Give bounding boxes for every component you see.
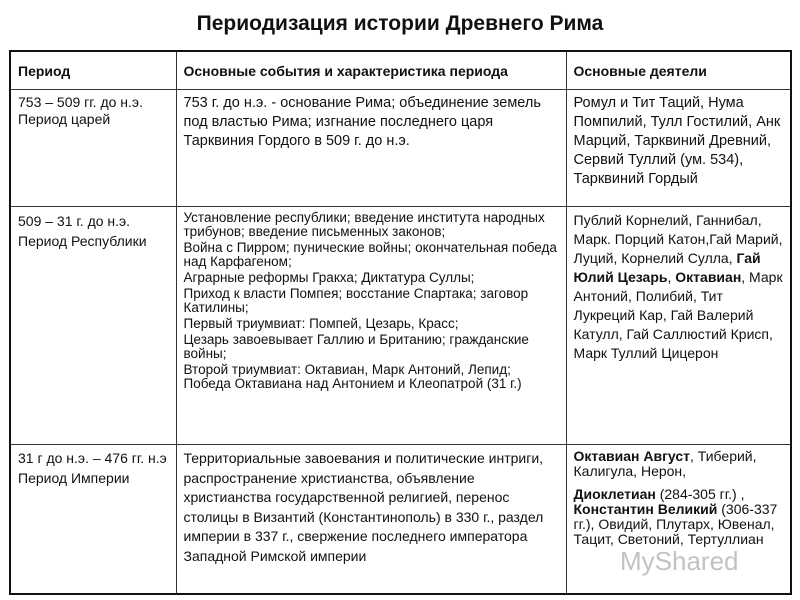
header-figures: Основные деятели [566, 51, 791, 90]
event-text: Территориальные завоевания и политические интриги, распространение христианства, объявление христианства государственной религией, перенос столицы в Византий (Константинополь) в 330 г., раздел империи в 337 г., свержение последнего императора Западной Римской империи [183, 450, 544, 564]
period-name: Период Империи [18, 469, 130, 486]
figures-text-bold: Диоклетиан [573, 486, 656, 502]
event-text: 753 г. до н.э. - основание Рима; объединение земель под властью Рима; изгнание последнего царя Тарквиния Гордого в 509 г. до н.э. [183, 95, 541, 149]
event-text: Приход к власти Помпея; восстание Спартака; заговор Катилины; [183, 286, 529, 315]
table-header-row [10, 51, 791, 90]
header-events: Основные события и характеристика периода [176, 51, 566, 90]
figures-text: , Тиберий, Калигула, Нерон, [573, 448, 757, 479]
table-row [10, 90, 791, 207]
page-title: Периодизация истории Древнего Рима [196, 12, 604, 35]
events-cell [176, 445, 566, 595]
event-text: Цезарь завоевывает Галлию и Британию; гражданские войны; [183, 332, 529, 361]
figures-text: Публий Корнелий, Ганнибал, Марк. Порций Катон,Гай Марий, Луций, Корнелий Сулла, [573, 212, 783, 266]
event-text: Первый триумвиат: Помпей, Цезарь, Красс; [183, 316, 459, 331]
figures-text: (306-337 гг.), Овидий, Плутарх, Ювенал, Тацит, Светоний, Тертуллиан [573, 501, 778, 547]
figures-text-bold: Октавиан Август [573, 448, 691, 464]
figures-cell [566, 207, 791, 445]
figures-text: Ромул и Тит Таций, Нума Помпилий, Тулл Гостилий, Анк Марций, Тарквиний Древний, Сервий Туллий (ум. 534), Тарквиний Гордый [573, 95, 781, 187]
event-text: Второй триумвиат: Октавиан, Марк Антоний, Лепид; Победа Октавиана над Антонием и Клеопатрой (31 г.) [183, 362, 522, 391]
table-row [10, 445, 791, 595]
events-cell [176, 207, 566, 445]
period-cell [10, 207, 176, 445]
figures-text-bold: Константин Великий [573, 501, 718, 517]
events-cell [176, 90, 566, 207]
table-row [10, 207, 791, 445]
period-cell [10, 90, 176, 207]
watermark-logo: MyShared [620, 546, 739, 576]
period-name: Период Республики [18, 233, 147, 249]
event-text: Война с Пирром; пунические войны; окончательная победа над Карфагеном; [183, 240, 557, 269]
period-dates: 509 – 31 г. до н.э. [18, 213, 131, 229]
figures-text-bold: Гай Юлий Цезарь [573, 250, 761, 285]
periodization-table [9, 50, 792, 595]
figures-cell [566, 90, 791, 207]
figures-text: (284-305 гг.) , [655, 486, 745, 502]
period-dates: 753 – 509 гг. до н.э. [18, 94, 143, 110]
figures-text: , Марк Антоний, Полибий, Тит Лукреций Кар, Гай Валерий Катулл, Гай Саллюстий Крисп, Марк Туллий Цицерон [573, 269, 783, 361]
figures-text-bold: Октавиан [675, 269, 742, 285]
period-cell [10, 445, 176, 595]
period-name: Период царей [18, 111, 111, 127]
event-text: Установление республики; введение института народных трибунов; введение письменных законов; [183, 210, 545, 239]
period-dates: 31 г до н.э. – 476 гг. н.э [18, 450, 167, 466]
figures-text: , [667, 269, 676, 285]
figures-cell [566, 445, 791, 595]
header-period: Период [10, 51, 176, 90]
event-text: Аграрные реформы Гракха; Диктатура Суллы; [183, 270, 475, 285]
